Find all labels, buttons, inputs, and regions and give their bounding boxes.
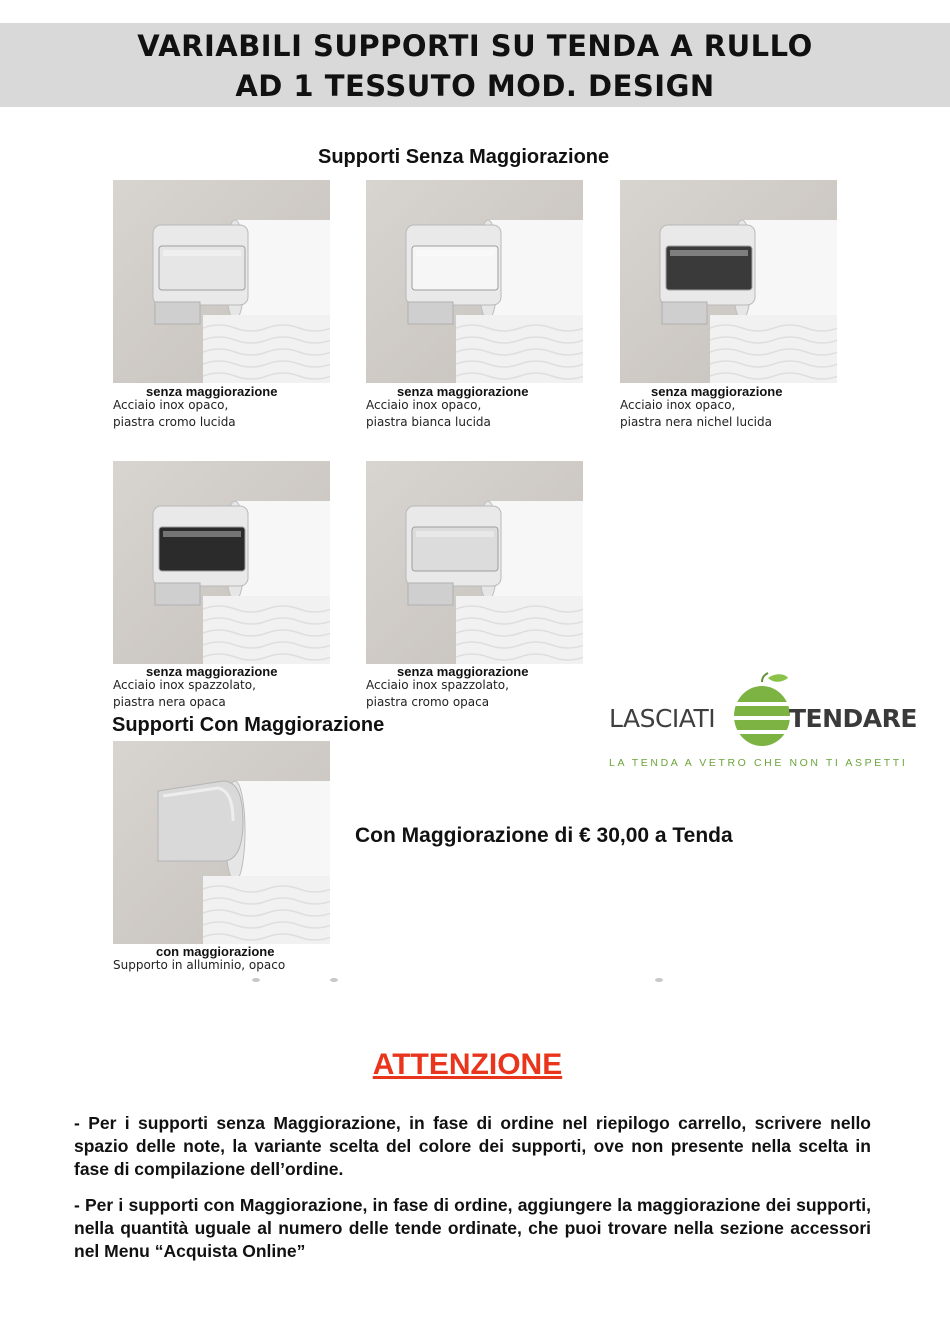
caption-2: senza maggiorazione (397, 384, 529, 399)
scan-artifact (330, 978, 338, 982)
caption-3: senza maggiorazione (651, 384, 783, 399)
bracket-foot (408, 302, 453, 324)
logo-tagline: LA TENDA A VETRO CHE NON TI ASPETTI (609, 757, 908, 769)
description-5: Acciaio inox spazzolato, piastra cromo opaca (366, 678, 509, 709)
title-banner (0, 23, 950, 107)
notice-paragraph-2: - Per i supporti con Maggiorazione, in fase di ordine, aggiungere la maggiorazione dei supporti, nella quantità uguale al numero delle tende ordinate, che puoi trovare nella sezione accessori nel Menu “Acquista Online” (74, 1195, 871, 1261)
support-illustration (366, 180, 583, 383)
bracket-foot (155, 302, 200, 324)
support-photo-aluminium (113, 741, 330, 944)
title-line-1: VARIABILI SUPPORTI SU TENDA A RULLO (137, 29, 813, 63)
brand-logo (606, 672, 916, 772)
support-photo-2 (366, 180, 583, 383)
logo-word-2: TENDARE (789, 704, 917, 733)
description-surcharge: Supporto in alluminio, opaco (113, 958, 286, 972)
support-illustration (113, 461, 330, 664)
description-2: Acciaio inox opaco, piastra bianca lucida (366, 398, 491, 429)
plate-reflection (163, 250, 241, 256)
caption-5: senza maggiorazione (397, 664, 529, 679)
support-illustration (113, 180, 330, 383)
support-illustration (620, 180, 837, 383)
bracket-foot (155, 583, 200, 605)
caption-4: senza maggiorazione (146, 664, 278, 679)
description-4: Acciaio inox spazzolato, piastra nera opaca (113, 678, 256, 709)
plate-reflection (416, 250, 494, 256)
caption-surcharge: con maggiorazione (156, 944, 275, 959)
attention-heading: ATTENZIONE (372, 1048, 563, 1081)
support-photo-1 (113, 180, 330, 383)
plate-reflection (670, 250, 748, 256)
bracket-foot (408, 583, 453, 605)
description-1: Acciaio inox opaco, piastra cromo lucida (113, 398, 236, 429)
plate-reflection (416, 531, 494, 537)
title-line-2: AD 1 TESSUTO MOD. DESIGN (235, 69, 715, 103)
caption-1: senza maggiorazione (146, 384, 278, 399)
surcharge-price: Con Maggiorazione di € 30,00 a Tenda (355, 824, 733, 847)
apple-logo-icon (732, 672, 792, 752)
scan-artifact (252, 978, 260, 982)
plate-reflection (163, 531, 241, 537)
section-title-no-surcharge: Supporti Senza Maggiorazione (318, 146, 610, 168)
aluminium-cap (158, 781, 243, 861)
description-3: Acciaio inox opaco, piastra nera nichel lucida (620, 398, 772, 429)
support-photo-3 (620, 180, 837, 383)
section-title-surcharge: Supporti Con Maggiorazione (112, 714, 385, 736)
bracket-foot (662, 302, 707, 324)
support-photo-5 (366, 461, 583, 664)
notice-paragraph-1: - Per i supporti senza Maggiorazione, in fase di ordine nel riepilogo carrello, scrivere nello spazio delle note, la variante scelta del colore dei supporti, ove non presente nella scelta in fase di compilazione dell’ordine. (74, 1113, 871, 1179)
support-photo-4 (113, 461, 330, 664)
logo-word-1: LASCIATI (609, 704, 716, 733)
roller-tube (233, 781, 330, 881)
support-illustration (113, 741, 330, 944)
scan-artifact (655, 978, 663, 982)
support-illustration (366, 461, 583, 664)
